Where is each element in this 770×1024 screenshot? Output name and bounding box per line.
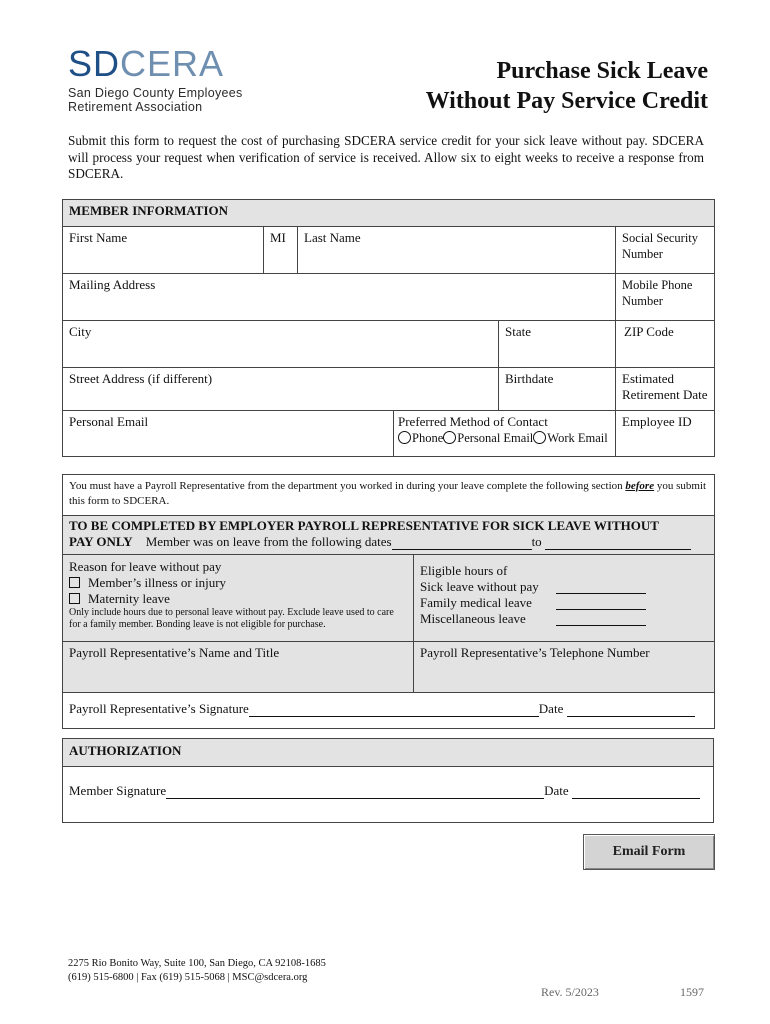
notice-text: You must have a Payroll Representative from the department you worked in during your leave complete the following section bbox=[69, 480, 626, 492]
employee-id-field[interactable]: Employee ID bbox=[616, 411, 715, 457]
contact-option-label: Phone bbox=[412, 431, 444, 445]
mailing-address-field[interactable]: Mailing Address bbox=[63, 274, 616, 321]
to-label: to bbox=[531, 534, 542, 549]
logo-sd: SD bbox=[68, 43, 121, 84]
rep-date-label: Date bbox=[538, 701, 564, 716]
eligible-item-label: Miscellaneous leave bbox=[420, 611, 526, 626]
member-signature-field[interactable] bbox=[166, 798, 544, 799]
last-name-field[interactable]: Last Name bbox=[298, 227, 616, 274]
footer-address bbox=[68, 957, 326, 985]
form-title bbox=[426, 56, 708, 116]
member-date-label: Date bbox=[544, 783, 569, 798]
payroll-notice bbox=[63, 475, 715, 516]
checkbox-icon bbox=[69, 577, 80, 588]
logo-line2: Retirement Association bbox=[68, 100, 203, 114]
intro-text: Submit this form to request the cost of purchasing SDCERA service credit for your sick leave without pay. SDCERA will process your request when verification of service is received. Allow six to eight weeks to receive a response from SDCERA. bbox=[68, 133, 704, 181]
notice-text-end: you submit this form to SDCERA. bbox=[69, 480, 707, 507]
rep-signature-field[interactable] bbox=[249, 716, 539, 717]
zip-label: ZIP Code bbox=[624, 324, 674, 339]
retirement-date-field[interactable]: Estimated Retirement Date bbox=[616, 368, 715, 411]
payroll-header bbox=[63, 516, 715, 555]
member-information-header: MEMBER INFORMATION bbox=[63, 200, 715, 227]
footer-contact-line: (619) 515-6800 | Fax (619) 515-5068 | MSC@sdcera.org bbox=[68, 972, 308, 983]
state-field[interactable]: State bbox=[499, 321, 616, 368]
birthdate-field[interactable]: Birthdate bbox=[499, 368, 616, 411]
member-signature-row bbox=[63, 767, 714, 823]
rep-signature-row bbox=[63, 693, 715, 729]
reason-cell bbox=[63, 555, 414, 642]
logo-line1: San Diego County Employees bbox=[68, 86, 243, 100]
rep-name-field[interactable]: Payroll Representative’s Name and Title bbox=[63, 642, 414, 693]
form-code: 1597 bbox=[680, 985, 704, 999]
eligible-label: Eligible hours of bbox=[420, 563, 508, 578]
first-name-field[interactable]: First Name bbox=[63, 227, 264, 274]
reason-label: Reason for leave without pay bbox=[69, 559, 222, 574]
authorization-section bbox=[62, 738, 714, 823]
reason-note: Only include hours due to personal leave without pay. Exclude leave used to care for a family member. Bonding leave is not eligible for purchase. bbox=[69, 607, 394, 630]
payroll-header-line2: PAY ONLY Member was on leave from the following dates to bbox=[69, 534, 708, 550]
reason-option-label: Maternity leave bbox=[88, 591, 170, 606]
reason-illness-option[interactable] bbox=[69, 575, 407, 591]
title-line2: Without Pay Service Credit bbox=[425, 88, 708, 114]
footer-address-line: 2275 Rio Bonito Way, Suite 100, San Diego, CA 92108-1685 bbox=[68, 958, 326, 969]
contact-option-label: Work Email bbox=[547, 431, 608, 445]
rep-date-field[interactable] bbox=[567, 716, 695, 717]
misc-hours-field[interactable] bbox=[556, 611, 646, 626]
contact-option-phone[interactable] bbox=[398, 431, 443, 445]
email-form-button[interactable]: Email Form bbox=[583, 834, 715, 870]
rep-phone-field[interactable]: Payroll Representative’s Telephone Number bbox=[414, 642, 715, 693]
contact-option-work-email[interactable] bbox=[533, 431, 607, 445]
payroll-section bbox=[62, 474, 715, 729]
ssn-field[interactable]: Social Security Number bbox=[616, 227, 715, 274]
revision-label: Rev. 5/2023 bbox=[541, 985, 599, 999]
contact-method-label: Preferred Method of Contact bbox=[398, 414, 548, 429]
personal-email-field[interactable]: Personal Email bbox=[63, 411, 394, 457]
city-field[interactable]: City bbox=[63, 321, 499, 368]
reason-maternity-option[interactable] bbox=[69, 591, 407, 607]
reason-option-label: Member’s illness or injury bbox=[88, 575, 227, 590]
member-information-section bbox=[62, 199, 715, 457]
radio-icon bbox=[398, 431, 411, 444]
radio-icon bbox=[533, 431, 546, 444]
checkbox-icon bbox=[69, 593, 80, 604]
title-line1: Purchase Sick Leave bbox=[496, 58, 708, 84]
authorization-header: AUTHORIZATION bbox=[63, 739, 714, 767]
eligible-sick-row bbox=[420, 579, 708, 595]
notice-before: before bbox=[625, 480, 655, 492]
radio-icon bbox=[443, 431, 456, 444]
leave-to-date-field[interactable] bbox=[545, 549, 691, 550]
sdcera-logo bbox=[68, 43, 258, 114]
leave-from-date-field[interactable] bbox=[392, 549, 532, 550]
sick-hours-field[interactable] bbox=[556, 579, 646, 594]
eligible-item-label: Sick leave without pay bbox=[420, 579, 539, 594]
mobile-phone-field[interactable]: Mobile Phone Number bbox=[616, 274, 715, 321]
rep-signature-label: Payroll Representative’s Signature bbox=[69, 701, 249, 716]
contact-option-label: Personal Email bbox=[457, 431, 534, 445]
eligible-item-label: Family medical leave bbox=[420, 595, 532, 610]
member-signature-label: Member Signature bbox=[69, 783, 167, 798]
contact-option-personal-email[interactable] bbox=[443, 431, 533, 445]
street-address-field[interactable]: Street Address (if different) bbox=[63, 368, 499, 411]
eligible-fmla-row bbox=[420, 595, 708, 611]
member-date-field[interactable] bbox=[572, 798, 700, 799]
contact-options bbox=[398, 430, 609, 446]
payroll-header-line1: TO BE COMPLETED BY EMPLOYER PAYROLL REPRESENTATIVE FOR SICK LEAVE WITHOUT bbox=[69, 518, 659, 533]
logo-subtitle bbox=[68, 86, 258, 114]
logo-cera: CERA bbox=[120, 43, 225, 84]
fmla-hours-field[interactable] bbox=[556, 595, 646, 610]
eligible-hours-cell bbox=[414, 555, 715, 642]
mi-field[interactable]: MI bbox=[264, 227, 298, 274]
logo-mark bbox=[68, 43, 258, 84]
zip-field[interactable] bbox=[616, 321, 715, 368]
eligible-misc-row bbox=[420, 611, 708, 627]
contact-method-field bbox=[394, 411, 616, 457]
leave-dates-label: Member was on leave from the following dates bbox=[145, 534, 392, 549]
